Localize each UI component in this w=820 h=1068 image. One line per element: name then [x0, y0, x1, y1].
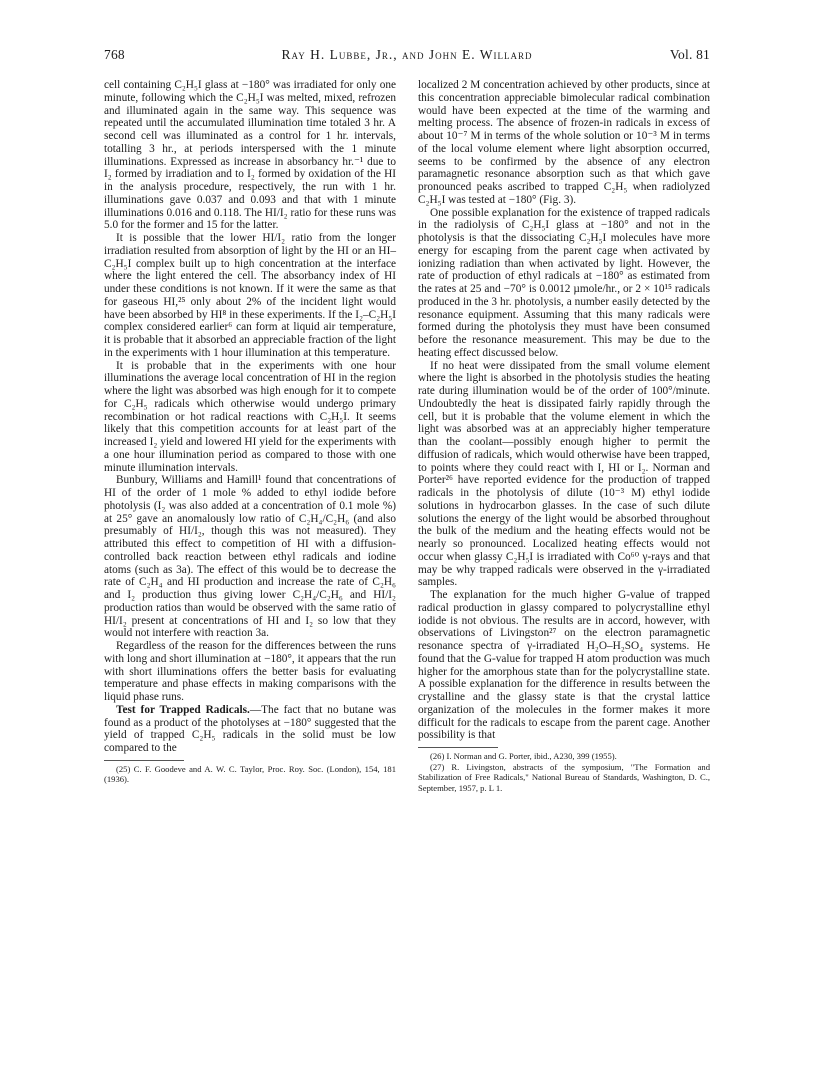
paragraph: Bunbury, Williams and Hamill¹ found that concentrations of HI of the order of 1 mole % added to ethyl iodide before photolysis (I₂ was also added at a concentration of 0.1 mole %) at 25° gave an anomalously low ratio of C₂H₄/C₂H₆ (and also presumably of HI/I₂, though this was not measured). They attributed this effect to competition of HI with a diffusion-controlled back reaction between ethyl radicals and iodine atoms (such as 3a). The effect of this would be to decrease the rate of C₂H₄ and HI production and increase the rate of C₂H₆ and I₂ production thus giving lower C₂H₄/C₂H₆ and HI/I₂ production ratios than would be observed with the same ratio of HI/I₂ present at concentrations of HI and I₂ so low that they would not interfere with reaction 3a.	[104, 474, 396, 640]
footnote-25: (25) C. F. Goodeve and A. W. C. Taylor, Proc. Roy. Soc. (London), 154, 181 (1936).	[104, 763, 396, 785]
paragraph: Regardless of the reason for the differences between the runs with long and short illumination at −180°, it appears that the run with short illuminations offers the better basis for evaluating temperature and phase effects in making comparisons with the liquid phase runs.	[104, 640, 396, 703]
volume-label: Vol. 81	[669, 47, 710, 62]
running-head-authors: Ray H. Lubbe, Jr., and John E. Willard	[281, 47, 533, 62]
footnote-27: (27) R. Livingston, abstracts of the symposium, "The Formation and Stabilization of Free Radicals," National Bureau of Standards, Washington, D. C., September, 1957, p. L 1.	[418, 761, 710, 793]
paragraph: The explanation for the much higher G-value of trapped radical production in glassy compared to polycrystalline ethyl iodide is not obvious. The results are in accord, however, with observations of Livingston²⁷ on the electron paramagnetic resonance spectra of γ-irradiated H₂O–H₂SO₄ systems. He found that the G-value for trapped H atom production was much higher for the amorphous state than for the polycrystalline state. A possible explanation for the difference in results between the crystalline and the glassy state is that the crystal lattice organization of the molecules in the former makes it more difficult for the radicals to escape from the parent cage. Another possibility is that	[418, 589, 710, 742]
footnote-divider	[418, 747, 498, 748]
paragraph: If no heat were dissipated from the small volume element where the light is absorbed in the photolysis studies the heating rate during illumination would be of the order of 100°/minute. Undoubtedly the heat is dissipated fairly rapidly through the cell, but it is probable that the volume element in which the light was absorbed was at an appreciably higher temperature than the coolant—possibly enough higher to permit the diffusion of radicals, which would otherwise have been trapped, to points where they could react with I, HI or I₂. Norman and Porter²⁶ have reported evidence for the production of trapped radicals in the photolysis of dilute (10⁻³ M) ethyl iodide solutions in hydrocarbon glasses. In the case of such dilute solutions the energy of the light would be absorbed throughout the bulk of the medium and the heating effects would not be nearly so pronounced. Localized heating effects would not occur when glassy C₂H₅I is irradiated with Co⁶⁰ γ-rays and that may be why trapped radicals were observed in the γ-irradiated samples.	[418, 359, 710, 589]
footnote-divider	[104, 760, 184, 761]
section-paragraph	[104, 704, 396, 755]
paragraph: localized 2 M concentration achieved by other products, since at this concentration appreciable bimolecular radical combination would have been expected at the time of the warming and melting process. The absence of frozen-in radicals in excess of about 10⁻⁷ M in terms of the whole solution or 10⁻³ M in terms of the local volume element where light absorption occurred, seems to be confirmed by the absence of any electron paramagnetic resonance absorption such as that which gave pronounced peaks ascribed to trapped C₂H₅ when radiolyzed C₂H₅I was tested at −180° (Fig. 3).	[418, 79, 710, 206]
section-text: —The fact that no butane was found as a product of the photolyses at −180° suggested that the yield of trapped C₂H₅ radicals in the solid must be low compared to the	[104, 703, 397, 754]
left-column	[104, 79, 396, 785]
section-heading: Test for Trapped Radicals.	[116, 703, 250, 716]
running-header	[104, 47, 710, 63]
footnote-26: (26) I. Norman and G. Porter, ibid., A230, 399 (1955).	[430, 751, 617, 761]
paragraph: One possible explanation for the existence of trapped radicals in the radiolysis of C₂H₅I glass at −180° and not in the photolysis is that the dissociating C₂H₅I molecules have more energy for escaping from the parent cage when activated by ionizing radiation than when activated by light. However, the rate of production of ethyl radicals at −180° as estimated from the rates at 25 and −70° is 0.0012 µmole/hr., or 2 × 10¹⁵ radicals produced in the 3 hr. photolysis, a number easily detected by the resonance equipment. Assuming that this many radicals were formed during the photolysis they must have been consumed before the resonance measurement. This may be due to the heating effect discussed below.	[418, 206, 710, 359]
paragraph: It is probable that in the experiments with one hour illuminations the average local concentration of HI in the region where the light was absorbed was high enough for it to compete for C₂H₅ radicals which otherwise would undergo primary recombination or hot radical reactions with C₂H₅I. It seems likely that this competition accounts for at least part of the increased I₂ yield and lowered HI yield for the experiments with a one hour illumination period as compared to those with one minute illumination intervals.	[104, 359, 396, 474]
page-number: 768	[104, 47, 125, 62]
paragraph: It is possible that the lower HI/I₂ ratio from the longer irradiation resulted from absorption of light by the HI or an HI–C₂H₅I complex built up to high concentration at the interface where the light entered the cell. The absorbancy index of HI under these conditions is not known. If it were the same as that for gaseous HI,²⁵ only about 2% of the incident light would have been absorbed by HI⁸ in these experiments. If the I₂–C₂H₅I complex considered earlier⁶ can form at liquid air temperature, it is probable that it absorbed an appreciable fraction of the light in the experiments with 1 hour illumination at this temperature.	[104, 232, 396, 359]
paragraph: cell containing C₂H₅I glass at −180° was irradiated for only one minute, following which the C₂H₅I was melted, mixed, refrozen and illuminated again in the same way. This sequence was repeated until the accumulated illumination time totaled 3 hr. A second cell was illuminated as a control for 1 hr. intervals, totalling 3 hr., at periods interspersed with the 1 minute illuminations. Expressed as increase in absorbancy hr.⁻¹ due to I₂ formed by irradiation and to I₂ formed by oxidation of the HI in the analysis procedure, respectively, the run with 1 hr. illuminations gave 0.037 and 0.093 and that with 1 minute illuminations 0.016 and 0.118. The HI/I₂ ratio for these runs was 5.0 for the former and 15 for the latter.	[104, 79, 396, 232]
right-column	[418, 79, 710, 793]
